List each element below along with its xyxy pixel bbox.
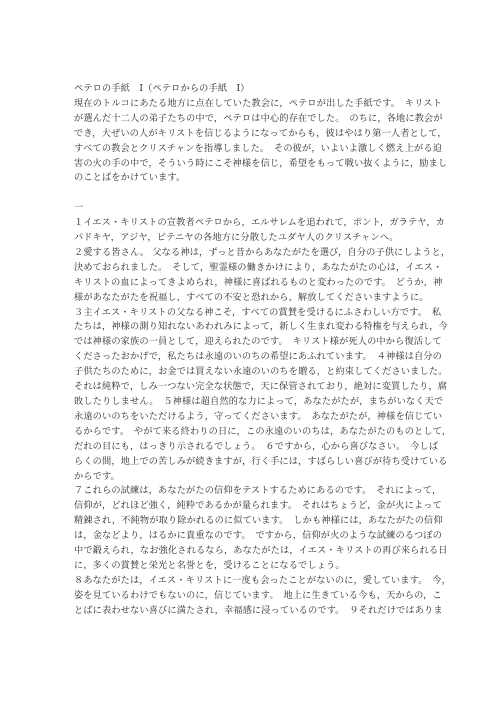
text-line: １イエス・キリストの宣教者ペテロから，エルサレムを追われて，ポント，ガラテヤ，カ [74,217,446,229]
text-line: 精錬され，不純物が取り除かれるのに似ています。 しかも神様には，あなたがたの信仰 [74,515,443,527]
text-line: らくの間，地上での苦しみが続きますが，行く手には，すばらしい喜びが待ち受けている [74,455,448,467]
text-line: ７これらの試練は，あなたがたの信仰をテストするためにあるのです。 それによって， [74,485,442,497]
text-line: 中で鍛えられ，なお強化されるなら，あなたがたは，イエス・キリストの再び来られる日 [74,545,448,557]
text-line: るからです。 やがて来る終わりの日に，この永遠のいのちは，あなたがたのものとして， [74,425,452,437]
text-line: 決めておられました。 そして，聖霊様の働きかけにより，あなたがたの心は，イエス・ [74,261,443,273]
text-line: ８あなたがたは，イエス・キリストに一度も会ったことがないのに，愛しています。 今， [74,574,451,586]
text-line: 姿を見ているわけでもないのに，信じています。 地上に生きている今も，天からの，こ [74,589,442,601]
document-title: ペテロの手紙 Ⅰ（ペテロからの手紙 Ⅰ） [74,83,250,94]
text-line: たちは，神様の測り知れないあわれみによって，新しく生まれ変わる特権を与えられ，今 [74,321,448,333]
text-line: だれの目にも，はっきり示されるでしょう。 ６ですから，心から喜びなさい。 今しば [74,440,439,452]
intro-line: すべての教会とクリスチャンを指導しました。 その彼が，いよいよ激しく燃え上がる迫 [74,142,443,154]
document-body [74,82,452,619]
chapter-mark: 一 [74,202,84,214]
intro-line: 害の火の手の中で，そういう時にこそ神様を信じ，希望をもって戦い抜くように，励まし [74,157,448,169]
intro-section [74,82,448,186]
text-line: パドキヤ，アジヤ，ビテニヤの各地方に分散したユダヤ人のクリスチャンへ。 [74,232,399,244]
text-line: 子供たちのために，お金では買えない永遠のいのちを贈る，と約束してくださいました。 [74,366,448,378]
text-line: ３主イエス・キリストの父なる神こそ，すべての賞賛を受けるにふさわしい方です。 私 [74,306,442,318]
text-line: は，金などより，はるかに貴重なのです。 ですから，信仰が火のような試練のるつぼの [74,530,443,542]
text-line: に，多くの賞賛と栄光と名誉とを，受けることになるでしょう。 [74,559,345,571]
text-line: からです。 [74,470,120,482]
text-line: それは純粋で，しみ一つない完全な状態で，天に保管されており，絶対に変質したり，腐 [74,381,448,393]
text-line: では神様の家族の一員として，迎えられたのです。 キリスト様が死人の中から復活して [74,336,442,348]
text-line: 敗したりしません。 ５神様は超自然的な力によって，あなたがたが，まちがいなく天で [74,396,444,408]
intro-line: のことばをかけています。 [74,172,186,184]
text-line: 永遠のいのちをいただけるよう，守ってくださいます。 あなたがたが，神様を信じてい [74,410,443,422]
intro-line: でき，大ぜいの人がキリストを信じるようになってからも，彼はやはり第一人者として， [74,127,447,139]
text-line: とばに表わせない喜びに満たされ，幸福感に浸っているのです。 ９それだけではありま [74,604,443,616]
intro-line: が選んだ十二人の弟子たちの中で，ペテロは中心的存在でした。 のちに，各地に教会が [74,112,443,124]
text-line: 様があなたがたを祝福し，すべての不安と恐れから，解放してくださいますように。 [74,291,429,303]
text-line: キリストの血によってきよめられ，神様に喜ばれるものと変わったのです。 どうか，神 [74,276,443,288]
spacer [74,186,430,201]
text-line: くださったおかげで，私たちは永遠のいのちの希望にあふれています。 ４神様は自分の [74,351,442,363]
text-line: 信仰が，どれほど強く，純粋であるかが量られます。 それはちょうど，金が火によって [74,500,442,512]
text-line: ２愛する皆さん。 父なる神は，ずっと昔からあなたがたを選び，自分の子供にしようと， [74,246,451,258]
chapter-text [74,216,452,618]
intro-line: 現在のトルコにあたる地方に点在していた教会に，ペテロが出した手紙です。 キリスト [74,97,442,109]
